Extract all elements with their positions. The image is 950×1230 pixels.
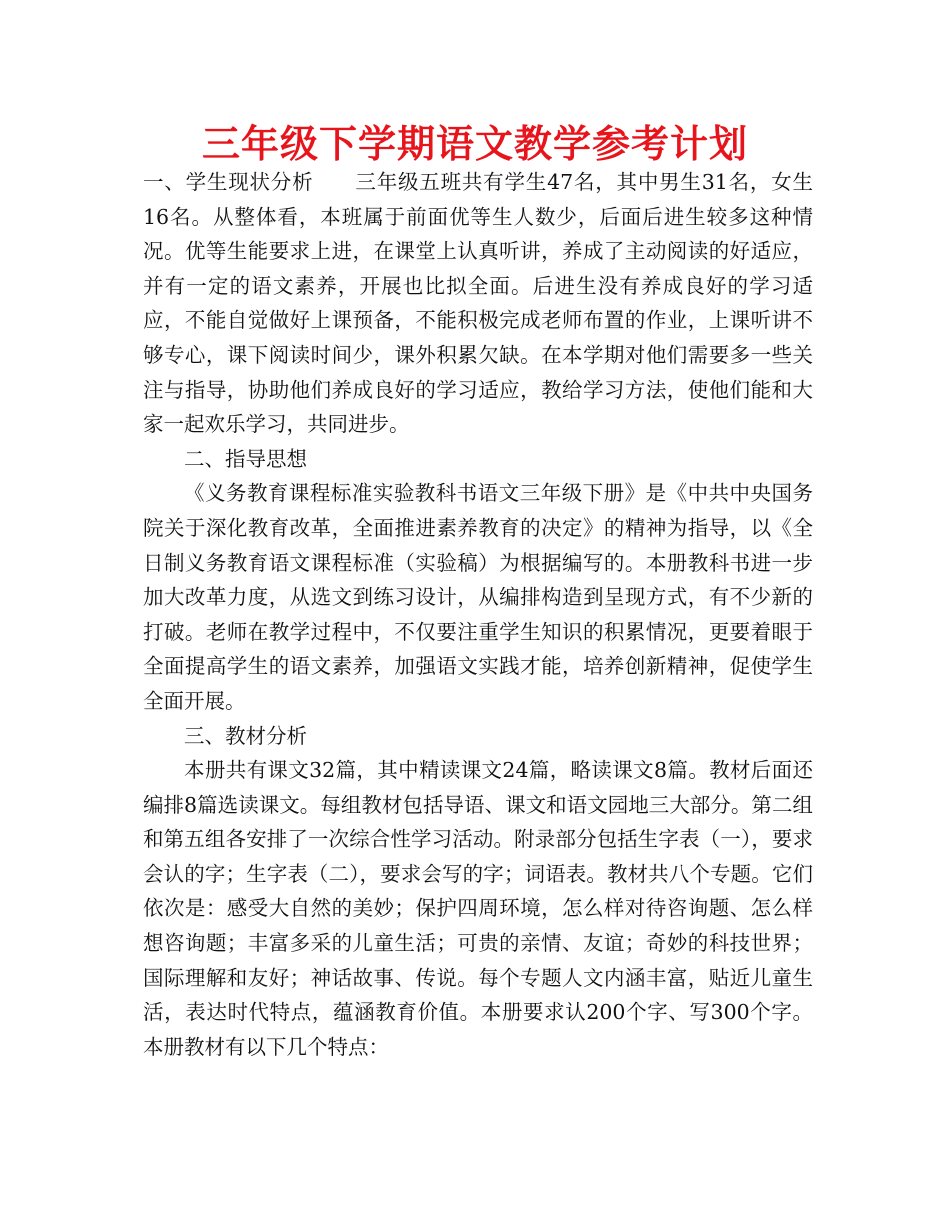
section-1-paragraph [143,165,813,442]
section-3-text: 本册共有课文32篇，其中精读课文24篇，略读课文8篇。教材后面还编排8篇选读课文。每组教材包括导语、课文和语文园地三大部分。第二组和第五组各安排了一次综合性学习活动。附录部分包括生字表（一），要求会认的字；生字表（二），要求会写的字；词语表。教材共八个专题。它们依次是：感受大自然的美妙；保护四周环境，怎么样对待咨询题、怎么样想咨询题；丰富多采的儿童生活；可贵的亲情、友谊；奇妙的科技世界；国际理解和友好；神话故事、传说。每个专题人文内涵丰富，贴近儿童生活，表达时代特点，蕴涵教育价值。本册要求认200个字、写300个字。本册教材有以下几个特点： [143,758,813,1059]
section-2-heading: 二、指导思想 [184,446,307,471]
section-3-heading: 三、教材分析 [184,723,307,748]
section-1-heading: 一、学生现状分析 [143,170,314,194]
document-body [143,165,813,1064]
document-title: 三年级下学期语文教学参考计划 [201,122,748,166]
section-1-text: 三年级五班共有学生47名，其中男生31名，女生16名。从整体看，本班属于前面优等生人数少，后面后进生较多这种情况。优等生能要求上进，在课堂上认真听讲，养成了主动阅读的好适应，并有一定的语文素养，开展也比拟全面。后进生没有养成良好的学习适应，不能自觉做好上课预备，不能积极完成老师布置的作业，上课听讲不够专心，课下阅读时间少，课外积累欠缺。在本学期对他们需要多一些关注与指导，协助他们养成良好的学习适应，教给学习方法，使他们能和大家一起欢乐学习，共同进步。 [143,170,814,437]
section-2-text: 《义务教育课程标准实验教科书语文三年级下册》是《中共中央国务院关于深化教育改革，全面推进素养教育的决定》的精神为指导，以《全日制义务教育语文课程标准（实验稿）为根据编写的。本册教科书进一步加大改革力度，从选文到练习设计，从编排构造到呈现方式，有不少新的打破。老师在教学过程中，不仅要注重学生知识的积累情况，更要着眼于全面提高学生的语文素养，加强语文实践才能，培养创新精神，促使学生全面开展。 [143,481,813,713]
